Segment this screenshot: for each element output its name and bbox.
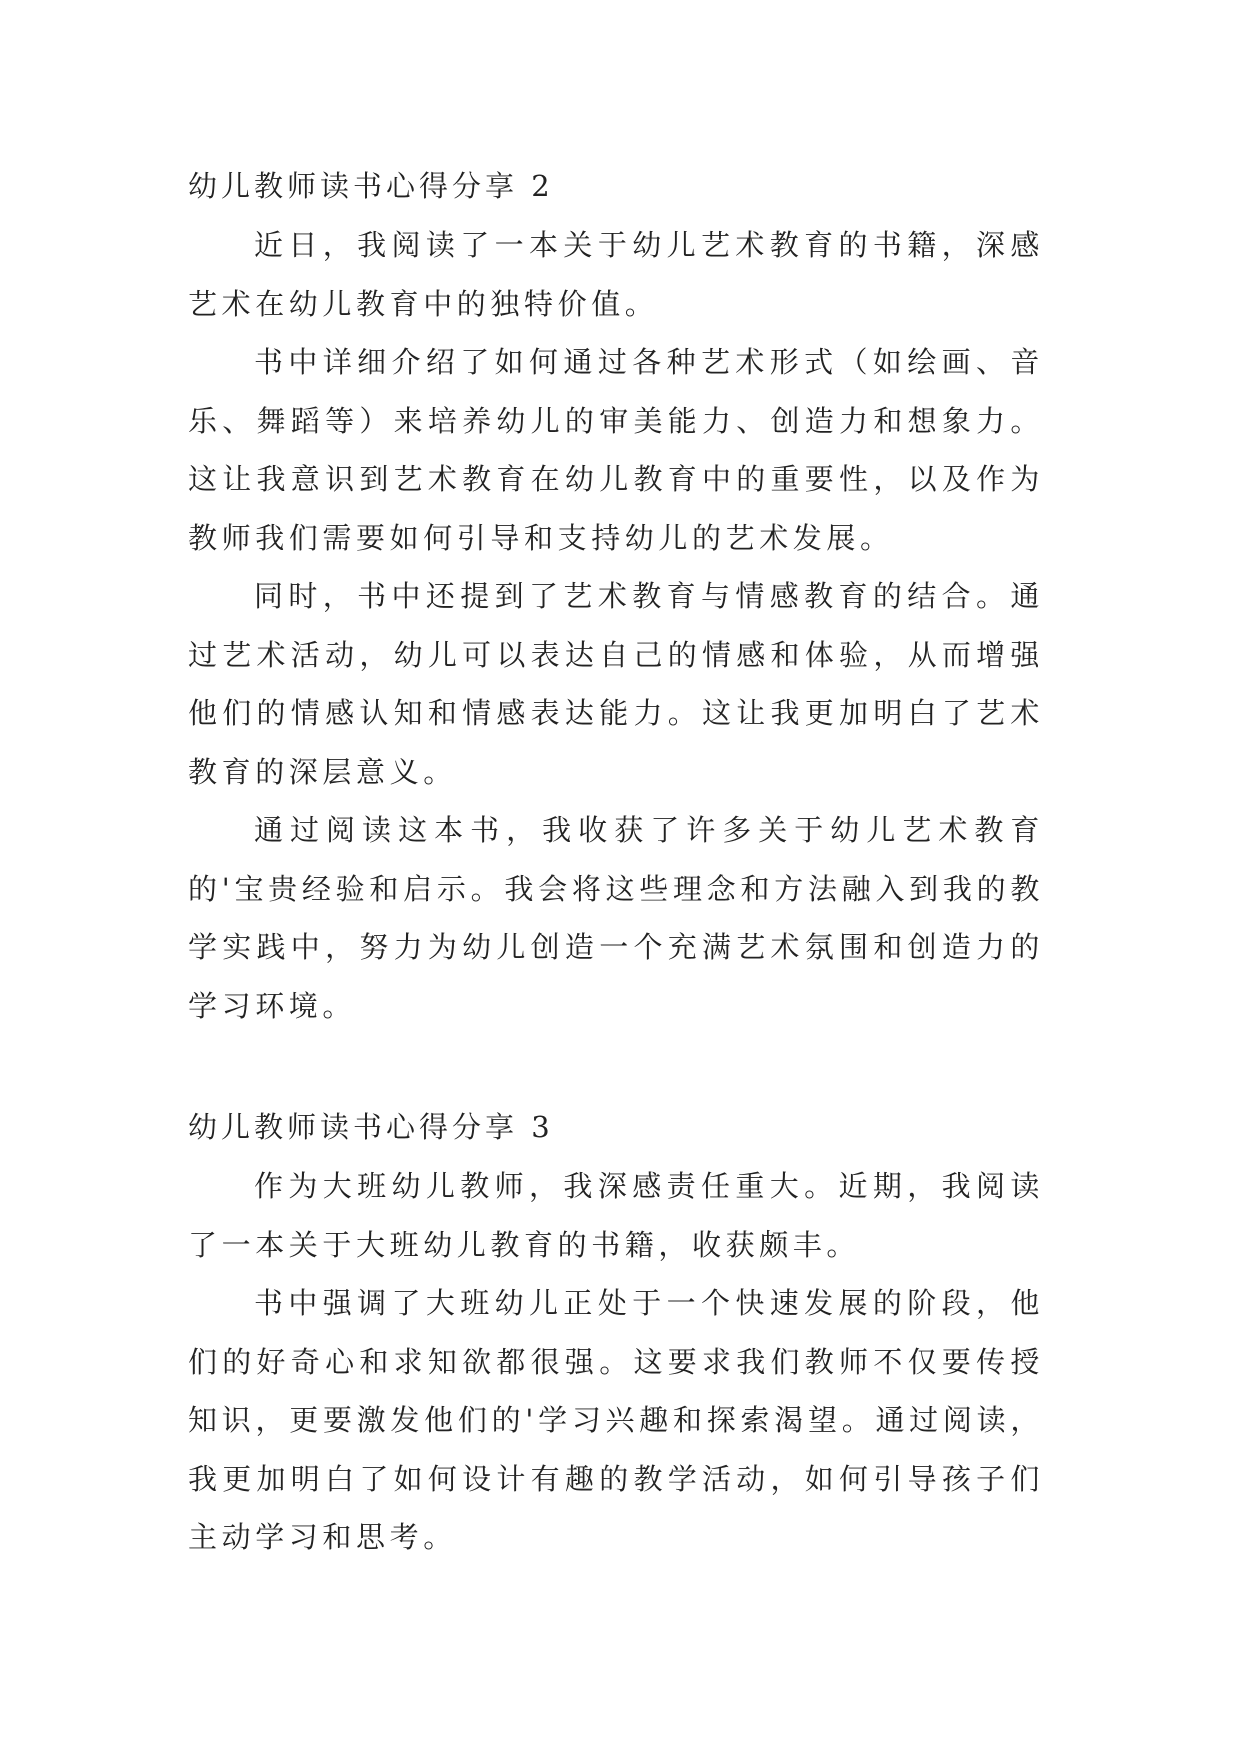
paragraph: 书中详细介绍了如何通过各种艺术形式（如绘画、音乐、舞蹈等）来培养幼儿的审美能力、创造力和想象力。这让我意识到艺术教育在幼儿教育中的重要性，以及作为教师我们需要如何引导和支持幼儿的艺术发展。	[188, 345, 1044, 555]
section-2	[188, 156, 1044, 1035]
paragraph: 书中强调了大班幼儿正处于一个快速发展的阶段，他们的好奇心和求知欲都很强。这要求我们教师不仅要传授知识，更要激发他们的'学习兴趣和探索渴望。通过阅读，我更加明白了如何设计有趣的教学活动，如何引导孩子们主动学习和思考。	[188, 1286, 1044, 1554]
document-body	[188, 156, 1044, 1567]
paragraph: 近日，我阅读了一本关于幼儿艺术教育的书籍，深感艺术在幼儿教育中的独特价值。	[188, 228, 1044, 321]
section-heading: 幼儿教师读书心得分享 3	[188, 1110, 554, 1144]
paragraph: 同时，书中还提到了艺术教育与情感教育的结合。通过艺术活动，幼儿可以表达自己的情感和体验，从而增强他们的情感认知和情感表达能力。这让我更加明白了艺术教育的深层意义。	[188, 579, 1044, 789]
section-3	[188, 1097, 1044, 1567]
paragraph: 通过阅读这本书，我收获了许多关于幼儿艺术教育的'宝贵经验和启示。我会将这些理念和方法融入到我的教学实践中，努力为幼儿创造一个充满艺术氛围和创造力的学习环境。	[188, 813, 1044, 1023]
section-heading: 幼儿教师读书心得分享 2	[188, 169, 554, 203]
paragraph: 作为大班幼儿教师，我深感责任重大。近期，我阅读了一本关于大班幼儿教育的书籍，收获颇丰。	[188, 1169, 1044, 1262]
